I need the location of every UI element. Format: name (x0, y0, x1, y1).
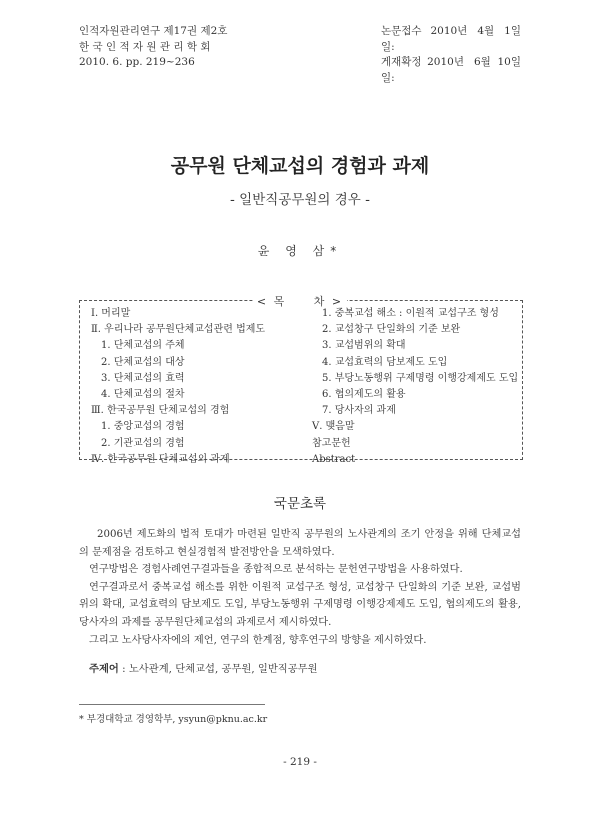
journal-info (79, 24, 227, 71)
abstract-paragraph: 연구방법은 경험사례연구결과들을 종합적으로 분석하는 문헌연구방법을 사용하였다. (89, 564, 463, 576)
author-affiliation-footnote: * 부경대학교 경영학부, ysyun@pknu.ac.kr (79, 714, 268, 725)
toc-item: Ⅱ. 우리나라 공무원단체교섭관련 법제도 (91, 324, 266, 336)
toc-item: 6. 협의제도의 활용 (322, 389, 406, 401)
toc-item: 1. 중앙교섭의 경험 (101, 421, 185, 433)
keywords (89, 660, 318, 675)
accepted-date: 게재확정일: 2010년 6월 10일 (381, 56, 521, 84)
toc-item: 4. 단체교섭의 절차 (101, 389, 185, 401)
paper-title: 공무원 단체교섭의 경험과 과제 (170, 155, 430, 177)
toc-item: 참고문헌 (312, 437, 351, 449)
author-name: 윤 영 삼* (257, 244, 343, 258)
abstract-paragraph: 그리고 노사당사자에의 제언, 연구의 한계점, 향후연구의 방향을 제시하였다. (89, 634, 427, 646)
toc-item: 4. 교섭효력의 담보제도 도입 (322, 356, 448, 368)
toc-item: 2. 단체교섭의 대상 (101, 356, 185, 368)
paper-subtitle: - 일반직공무원의 경우 - (230, 192, 370, 208)
abstract-title: 국문초록 (273, 496, 327, 512)
toc-left-column (91, 306, 265, 468)
toc-item: 5. 부당노동행위 구제명령 이행강제제도 도입 (322, 372, 519, 384)
submission-dates (381, 24, 521, 86)
toc-item: 2. 기관교섭의 경험 (101, 437, 185, 449)
toc-item: 2. 교섭창구 단일화의 기준 보완 (322, 324, 461, 336)
abstract-body (79, 526, 521, 649)
toc-item: 1. 중복교섭 해소 : 이원적 교섭구조 형성 (322, 308, 499, 319)
society-name: 한 국 인 적 자 원 관 리 학 회 (79, 40, 211, 53)
toc-right-column (312, 306, 518, 468)
abstract-paragraph: 연구결과로서 중복교섭 해소를 위한 이원적 교섭구조 형성, 교섭창구 단일화의 기준 보완, 교섭범위의 확대, 교섭효력의 담보제도 도입, 부당노동행위 구제명령 이행강제제도 도입, 협의제도의 활용, 당사자의 과제를 공무원단체교섭의 과제로서 제시하였다. (79, 581, 521, 628)
toc-item: Ⅰ. 머리말 (91, 308, 131, 319)
footnote-divider (79, 704, 265, 705)
abstract-paragraph: 2006년 제도화의 법적 토대가 마련된 일반직 공무원의 노사관계의 조기 안정을 위해 단체교섭의 문제점을 검토하고 현실경험적 발전방안을 모색하였다. (79, 529, 521, 558)
toc-item: Ⅲ. 한국공무원 단체교섭의 경험 (91, 405, 230, 417)
toc-item: Abstract (312, 453, 356, 465)
issue-pages: 2010. 6. pp. 219~236 (79, 56, 195, 68)
received-date: 논문접수일: 2010년 4월 1일 (381, 25, 521, 53)
toc-item: Ⅴ. 맺음말 (312, 421, 355, 433)
keywords-label: 주제어 (89, 663, 119, 675)
toc-item: Ⅳ. 한국공무원 단체교섭의 과제 (91, 453, 230, 465)
keywords-list: : 노사관계, 단체교섭, 공무원, 일반직공무원 (118, 663, 318, 675)
toc-heading: < 목 차 > (0, 293, 600, 309)
toc-item: 1. 단체교섭의 주체 (101, 340, 185, 352)
page-number: - 219 - (283, 756, 317, 768)
toc-item: 3. 교섭범위의 확대 (322, 340, 406, 352)
toc-item: 3. 단체교섭의 효력 (101, 372, 185, 384)
toc-item: 7. 당사자의 과제 (322, 405, 396, 417)
journal-name: 인적자원관리연구 제17권 제2호 (79, 25, 228, 37)
